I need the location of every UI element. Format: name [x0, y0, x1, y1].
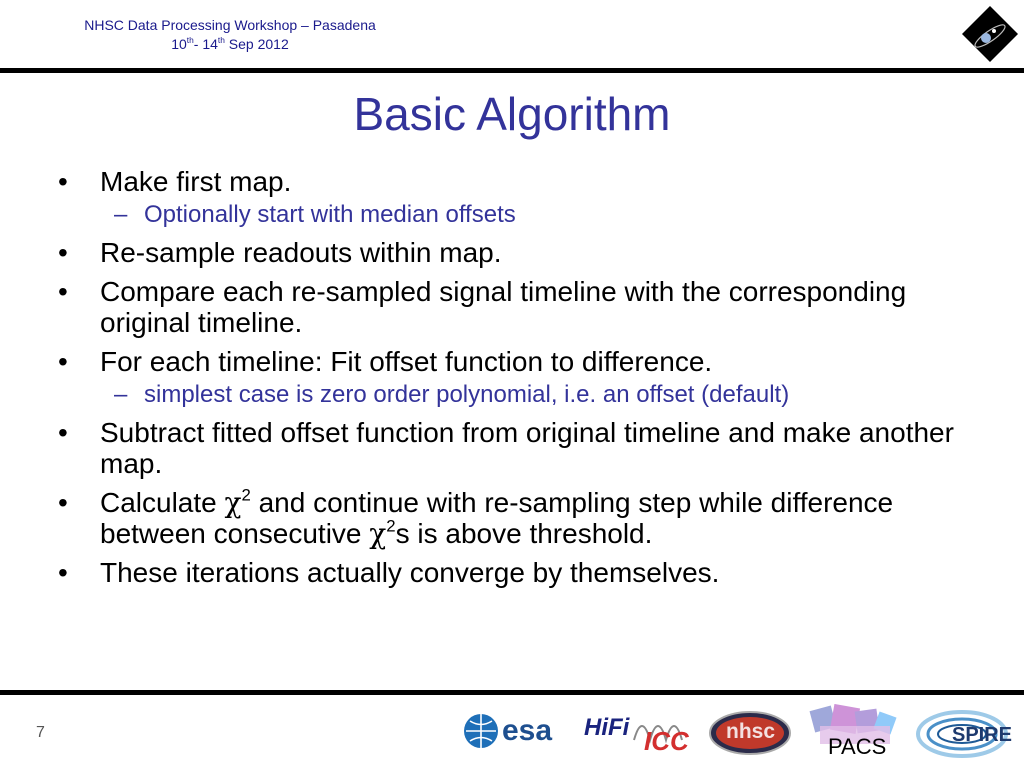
- bullet-list: [58, 166, 978, 596]
- spire-wordmark: SPIRE: [952, 724, 1013, 746]
- bullet-converge: [58, 557, 978, 588]
- subbullet-text: Optionally start with median offsets: [144, 201, 516, 228]
- pacs-wordmark: PACS: [828, 734, 887, 759]
- hifi-wordmark: HiFi: [584, 714, 630, 741]
- icc-wordmark: ICC: [644, 726, 689, 756]
- nhsc-wordmark: nhsc: [726, 720, 776, 743]
- spire-logo-icon: [912, 706, 1020, 762]
- subbullet-marker: –: [114, 201, 128, 228]
- bullet-marker: •: [58, 166, 68, 197]
- bullet-compare: [58, 276, 978, 338]
- bullet-fit-offset: [58, 346, 978, 377]
- bullet-resample: [58, 237, 978, 268]
- chi-text-a: Calculate: [100, 487, 225, 518]
- subbullet-zero-order: [58, 381, 978, 409]
- esa-logo-icon: [462, 712, 567, 752]
- slide-title: Basic Algorithm: [353, 88, 671, 140]
- chi-text-c: s is above threshold.: [395, 518, 653, 549]
- bullet-text: These iterations actually converge by themselves.: [100, 557, 720, 588]
- page-number: 7: [36, 724, 45, 741]
- top-divider: [0, 68, 1024, 73]
- pacs-logo-icon: [806, 704, 906, 764]
- bullet-text: Compare each re-sampled signal timeline with the corresponding original timeline.: [100, 276, 907, 338]
- hifi-icc-logo-icon: [580, 708, 695, 758]
- bullet-text: For each timeline: Fit offset function to difference.: [100, 346, 713, 377]
- date-tail: Sep 2012: [224, 36, 289, 52]
- bullet-marker: •: [58, 557, 68, 588]
- bullet-marker: •: [58, 276, 68, 307]
- subbullet-median-offsets: [58, 201, 978, 229]
- subbullet-marker: –: [114, 381, 128, 408]
- bullet-make-map: [58, 166, 978, 197]
- chi-symbol: χ: [224, 486, 242, 519]
- esa-globe-icon: [462, 712, 500, 750]
- date-start: 10: [171, 36, 187, 52]
- herschel-logo-icon: [960, 4, 1020, 64]
- chi-exponent: 2: [241, 485, 251, 505]
- date-separator: - 14: [193, 36, 218, 52]
- subbullet-text: simplest case is zero order polynomial, i.e. an offset (default): [144, 381, 790, 408]
- bullet-text: Re-sample readouts within map.: [100, 237, 502, 268]
- bullet-text: [100, 487, 893, 549]
- bullet-marker: •: [58, 487, 68, 518]
- workshop-name: NHSC Data Processing Workshop – Pasadena: [84, 17, 376, 33]
- workshop-dates: [40, 35, 420, 54]
- chi-symbol: χ: [369, 517, 387, 550]
- chi-exponent: 2: [386, 516, 396, 536]
- esa-wordmark: esa: [502, 714, 553, 747]
- bullet-subtract: [58, 417, 978, 479]
- bottom-divider: [0, 690, 1024, 695]
- bullet-chi-square: [58, 487, 978, 549]
- header-workshop-info: [40, 16, 420, 54]
- date-end-suffix: th: [217, 35, 225, 46]
- bullet-marker: •: [58, 237, 68, 268]
- date-start-suffix: th: [186, 35, 194, 46]
- bullet-text: Subtract fitted offset function from original timeline and make another map.: [100, 417, 954, 479]
- nhsc-logo-icon: [708, 710, 792, 756]
- bullet-marker: •: [58, 346, 68, 377]
- bullet-marker: •: [58, 417, 68, 448]
- bullet-text: Make first map.: [100, 166, 292, 197]
- chi-text-b: and continue with re-sampling step while difference between consecutive: [100, 487, 894, 549]
